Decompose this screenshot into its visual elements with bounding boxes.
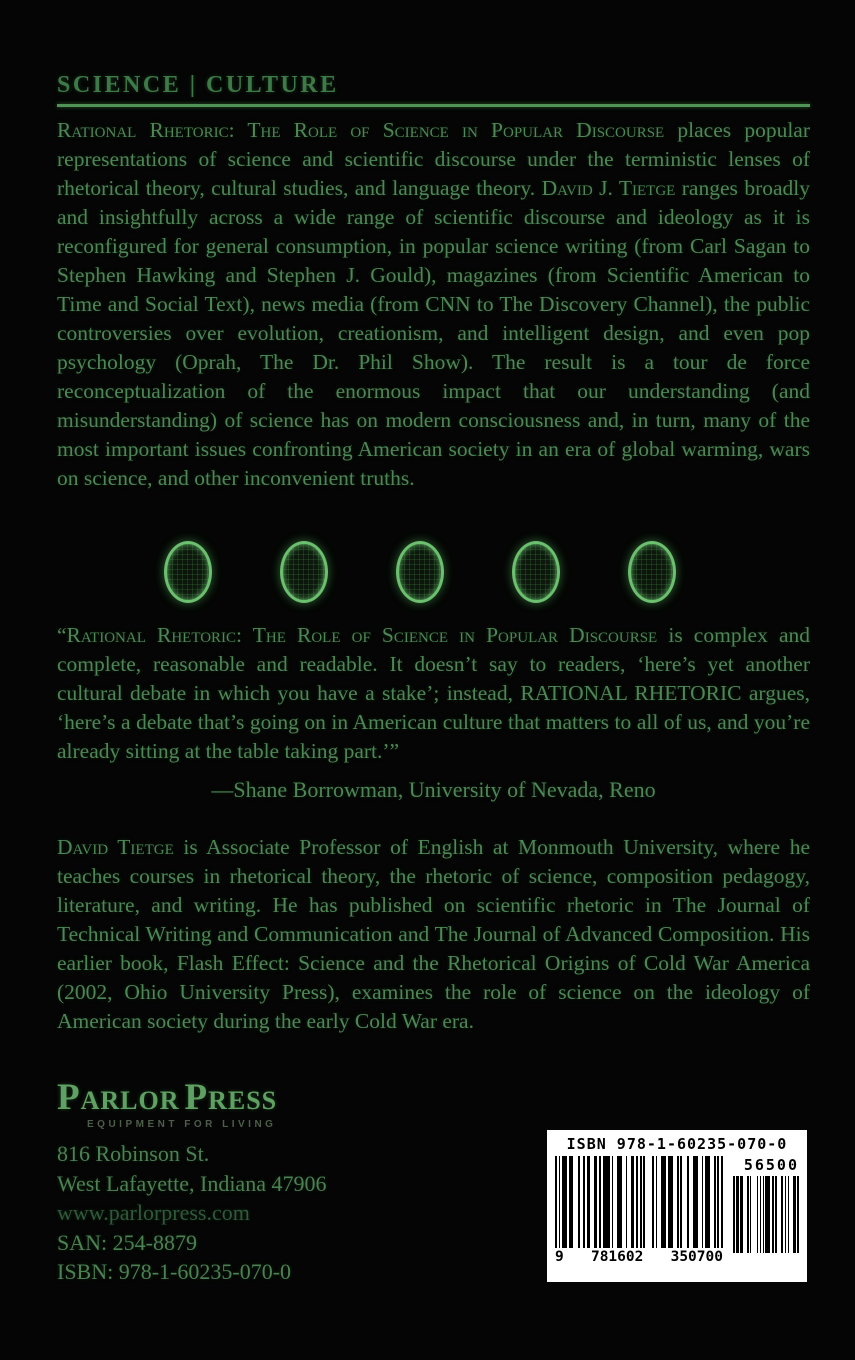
publisher-san: SAN: 254-8879: [57, 1229, 197, 1255]
barcode-isbn-label: ISBN 978-1-60235-070-0: [566, 1135, 788, 1153]
synopsis-paragraph: [57, 116, 810, 493]
globe-icon: [628, 541, 676, 603]
quote-attribution: —Shane Borrowman, University of Nevada, Reno: [211, 777, 656, 802]
globe-icon: [164, 541, 212, 603]
logo-word-parlor: Parlor: [57, 1077, 180, 1118]
body-text: is Associate Professor of English at Monmouth University, where he teaches courses in rhetorical theory, the rhetoric of science, composition pedagogy, literature, and writing. He has published on scientific rhetoric in The Journal of Technical Writing and Communication and The Journal of Advanced Composition. His earlier book, Flash Effect: Science and the Rhetorical Origins of Cold War America (2002, Ohio University Press), examines the role of science on the ideology of American society during the early Cold War era.: [57, 835, 810, 1033]
barcode-bar: [721, 1156, 723, 1248]
smallcaps-text: Rational Rhetoric: The Role of Science in Popular Discourse: [66, 623, 658, 647]
body-text: “: [57, 623, 67, 647]
ean-main-barcode: [555, 1156, 723, 1265]
barcode-body: [555, 1156, 799, 1265]
publisher-website: www.parlorpress.com: [57, 1200, 250, 1225]
globe-icon: [396, 541, 444, 603]
smallcaps-text: David Tietge: [57, 835, 174, 859]
ean-addon-bars: [732, 1176, 799, 1253]
sphere-row: [164, 541, 676, 603]
ean-addon-barcode: [732, 1156, 799, 1265]
header-rule: [57, 104, 810, 107]
publisher-address: [57, 1139, 497, 1287]
ean-digit-group2: 350700: [670, 1249, 723, 1265]
body-text: is complex and complete, reasonable and readable. It doesn’t say to readers, ‘here’s yet another cultural debate in which you have a stake’; instead, RATIONAL RHETORIC argues, ‘here’s a debate that’s going on in American culture that matters to all of us, and you’re already sitting at the table taking part.’”: [57, 623, 811, 763]
publisher-logo: [57, 1079, 277, 1130]
smallcaps-text: Rational Rhetoric: The Role of Science in Popular Discourse: [57, 118, 665, 142]
address-city: West Lafayette, Indiana 47906: [57, 1170, 327, 1196]
smallcaps-text: David J. Tietge: [541, 176, 676, 200]
review-quote: [57, 621, 810, 766]
address-street: 816 Robinson St.: [57, 1141, 210, 1166]
logo-word-press: Press: [184, 1077, 278, 1118]
publisher-logo-wordmark: [57, 1079, 277, 1116]
publisher-tagline: EQUIPMENT FOR LIVING: [87, 1119, 277, 1130]
body-text: ranges broadly and insightfully across a wide range of scientific discourse and ideology as it is reconfigured for general consumption, in popular science writing (from Carl Sagan to Stephen Hawking and Stephen J. Gould), magazines (from Scientific American to Time and Social Text), news media (from CNN to The Discovery Channel), the public controversies over evolution, creationism, and intelligent design, and even pop psychology (Oprah, The Dr. Phil Show). The result is a tour de force reconceptualization of the enormous impact that our understanding (and misunderstanding) of science has on modern consciousness and, in turn, many of the most important issues confronting American society in an era of global warming, wars on science, and other inconvenient truths.: [57, 176, 810, 490]
barcode-bar: [797, 1176, 798, 1253]
isbn-barcode: [547, 1130, 807, 1282]
publisher-isbn: ISBN: 978-1-60235-070-0: [57, 1259, 292, 1284]
ean-main-bars: [555, 1156, 723, 1248]
author-bio: [57, 833, 810, 1036]
globe-icon: [512, 541, 560, 603]
category-header: SCIENCE | CULTURE: [57, 72, 339, 98]
ean-digit-group1: 781602: [590, 1249, 644, 1265]
barcode-price-code: 56500: [743, 1156, 799, 1174]
ean-main-digits: [555, 1249, 723, 1265]
body-text: places popular representations of science and scientific discourse under the terministic lenses of rhetorical theory, cultural studies, and language theory.: [57, 118, 811, 200]
globe-icon: [280, 541, 328, 603]
ean-digit-left: 9: [555, 1249, 564, 1265]
